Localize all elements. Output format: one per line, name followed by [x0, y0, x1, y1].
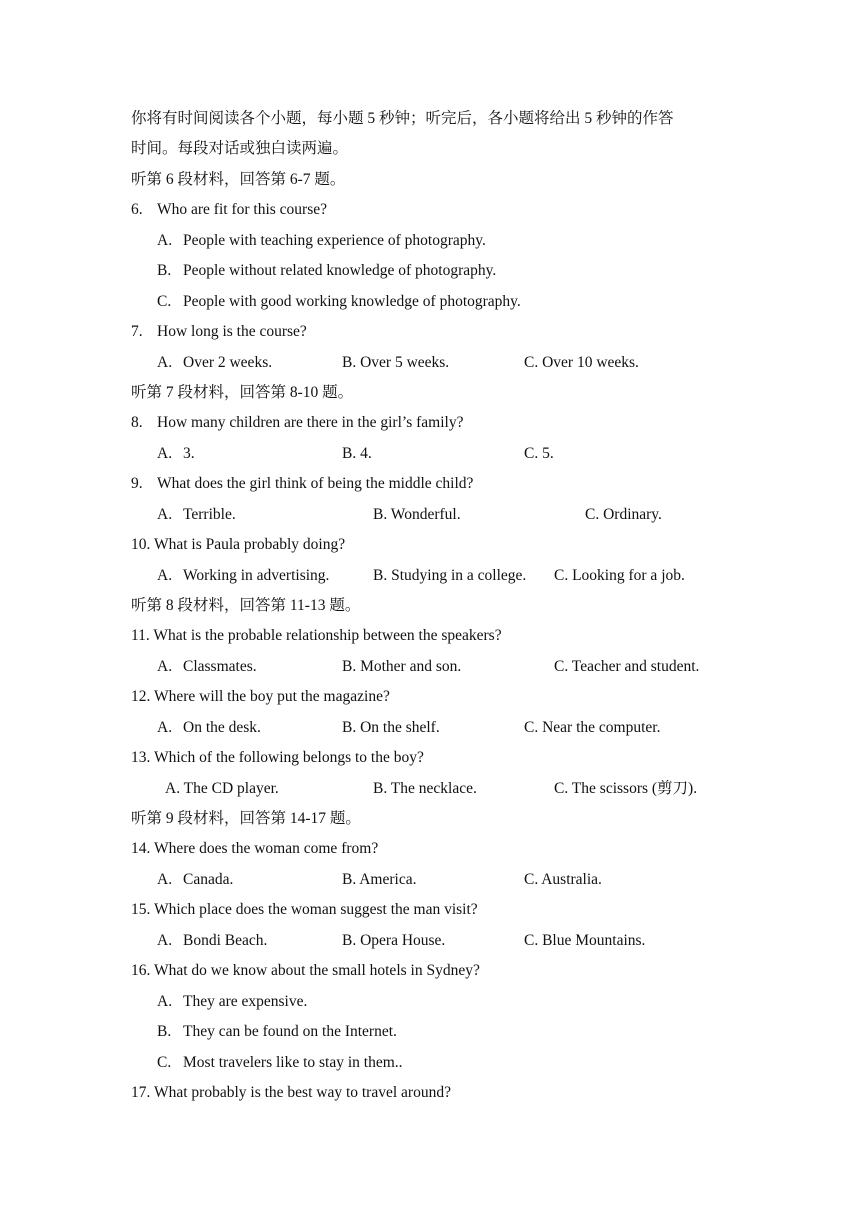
option-10c: C. Looking for a job.	[554, 567, 685, 584]
question-number: 7.	[131, 323, 143, 340]
option-12a	[157, 718, 261, 738]
option-text: People without related knowledge of photography.	[183, 262, 497, 279]
option-9b: B. Wonderful.	[373, 506, 461, 523]
option-text: Over 2 weeks.	[183, 354, 273, 371]
section-heading-9: 听第 9 段材料，回答第 14-17 题。	[131, 810, 361, 827]
option-text: On the desk.	[183, 719, 261, 736]
option-9c: C. Ordinary.	[585, 506, 662, 523]
option-text: Classmates.	[183, 658, 257, 675]
option-6c	[157, 292, 521, 312]
question-6	[131, 200, 327, 220]
option-16a	[157, 992, 307, 1012]
option-7b: B. Over 5 weeks.	[342, 354, 450, 371]
option-text: Most travelers like to stay in them..	[183, 1054, 403, 1071]
option-14c: C. Australia.	[524, 871, 602, 888]
option-11b: B. Mother and son.	[342, 658, 462, 675]
section-heading-7: 听第 7 段材料，回答第 8-10 题。	[131, 384, 354, 401]
option-8c: C. 5.	[524, 445, 554, 462]
question-16: 16. What do we know about the small hotels in Sydney?	[131, 962, 480, 979]
option-15a	[157, 931, 267, 951]
option-15b: B. Opera House.	[342, 932, 446, 949]
question-8	[131, 413, 463, 433]
question-text: What does the girl think of being the middle child?	[157, 475, 474, 492]
option-7c: C. Over 10 weeks.	[524, 354, 639, 371]
option-7a	[157, 353, 272, 373]
option-tag: B.	[157, 1023, 172, 1040]
option-tag: A.	[157, 719, 173, 736]
option-text: Terrible.	[183, 506, 236, 523]
question-10: 10. What is Paula probably doing?	[131, 536, 346, 553]
option-text: They are expensive.	[183, 993, 308, 1010]
question-14: 14. Where does the woman come from?	[131, 840, 379, 857]
option-tag: B.	[157, 262, 172, 279]
question-text: Who are fit for this course?	[157, 201, 328, 218]
option-16b	[157, 1022, 397, 1042]
question-17: 17. What probably is the best way to travel around?	[131, 1084, 451, 1101]
question-text: How long is the course?	[157, 323, 307, 340]
option-12c: C. Near the computer.	[524, 719, 661, 736]
question-13: 13. Which of the following belongs to the boy?	[131, 749, 424, 766]
option-11a	[157, 657, 257, 677]
option-10a	[157, 566, 329, 586]
option-tag: A.	[157, 993, 173, 1010]
question-9	[131, 474, 473, 494]
question-text: How many children are there in the girl’s family?	[157, 414, 464, 431]
option-tag: A.	[157, 354, 173, 371]
option-14a	[157, 870, 233, 890]
question-number: 6.	[131, 201, 143, 218]
option-tag: A.	[157, 932, 173, 949]
question-number: 9.	[131, 475, 143, 492]
option-text: People with teaching experience of photography.	[183, 232, 486, 249]
option-tag: A.	[157, 445, 173, 462]
option-tag: C.	[157, 1054, 172, 1071]
option-text: Canada.	[183, 871, 234, 888]
option-tag: A.	[157, 658, 173, 675]
question-15: 15. Which place does the woman suggest the man visit?	[131, 901, 478, 918]
option-text: Bondi Beach.	[183, 932, 268, 949]
option-12b: B. On the shelf.	[342, 719, 440, 736]
section-heading-8: 听第 8 段材料，回答第 11-13 题。	[131, 597, 361, 614]
question-number: 8.	[131, 414, 143, 431]
option-10b: B. Studying in a college.	[373, 567, 527, 584]
option-8a	[157, 444, 195, 464]
option-16c	[157, 1053, 403, 1073]
option-13b: B. The necklace.	[373, 780, 477, 797]
option-6b	[157, 261, 496, 281]
question-7	[131, 322, 307, 342]
option-13a: A. The CD player.	[165, 780, 279, 797]
option-8b: B. 4.	[342, 445, 372, 462]
option-9a	[157, 505, 236, 525]
option-11c: C. Teacher and student.	[554, 658, 700, 675]
question-11: 11. What is the probable relationship between the speakers?	[131, 627, 502, 644]
section-heading-6: 听第 6 段材料，回答第 6-7 题。	[131, 171, 346, 188]
option-6a	[157, 231, 486, 251]
option-text: People with good working knowledge of photography.	[183, 293, 521, 310]
option-text: 3.	[183, 445, 195, 462]
option-text: Working in advertising.	[183, 567, 330, 584]
option-text: They can be found on the Internet.	[183, 1023, 397, 1040]
option-tag: A.	[157, 871, 173, 888]
option-tag: C.	[157, 293, 172, 310]
intro-line-2: 时间。每段对话或独白读两遍。	[131, 140, 349, 157]
option-14b: B. America.	[342, 871, 417, 888]
option-tag: A.	[157, 567, 173, 584]
option-tag: A.	[157, 232, 173, 249]
option-13c: C. The scissors (剪刀).	[554, 780, 698, 797]
option-15c: C. Blue Mountains.	[524, 932, 646, 949]
option-tag: A.	[157, 506, 173, 523]
intro-line-1: 你将有时间阅读各个小题，每小题 5 秒钟；听完后，各小题将给出 5 秒钟的作答	[131, 110, 674, 127]
question-12: 12. Where will the boy put the magazine?	[131, 688, 390, 705]
